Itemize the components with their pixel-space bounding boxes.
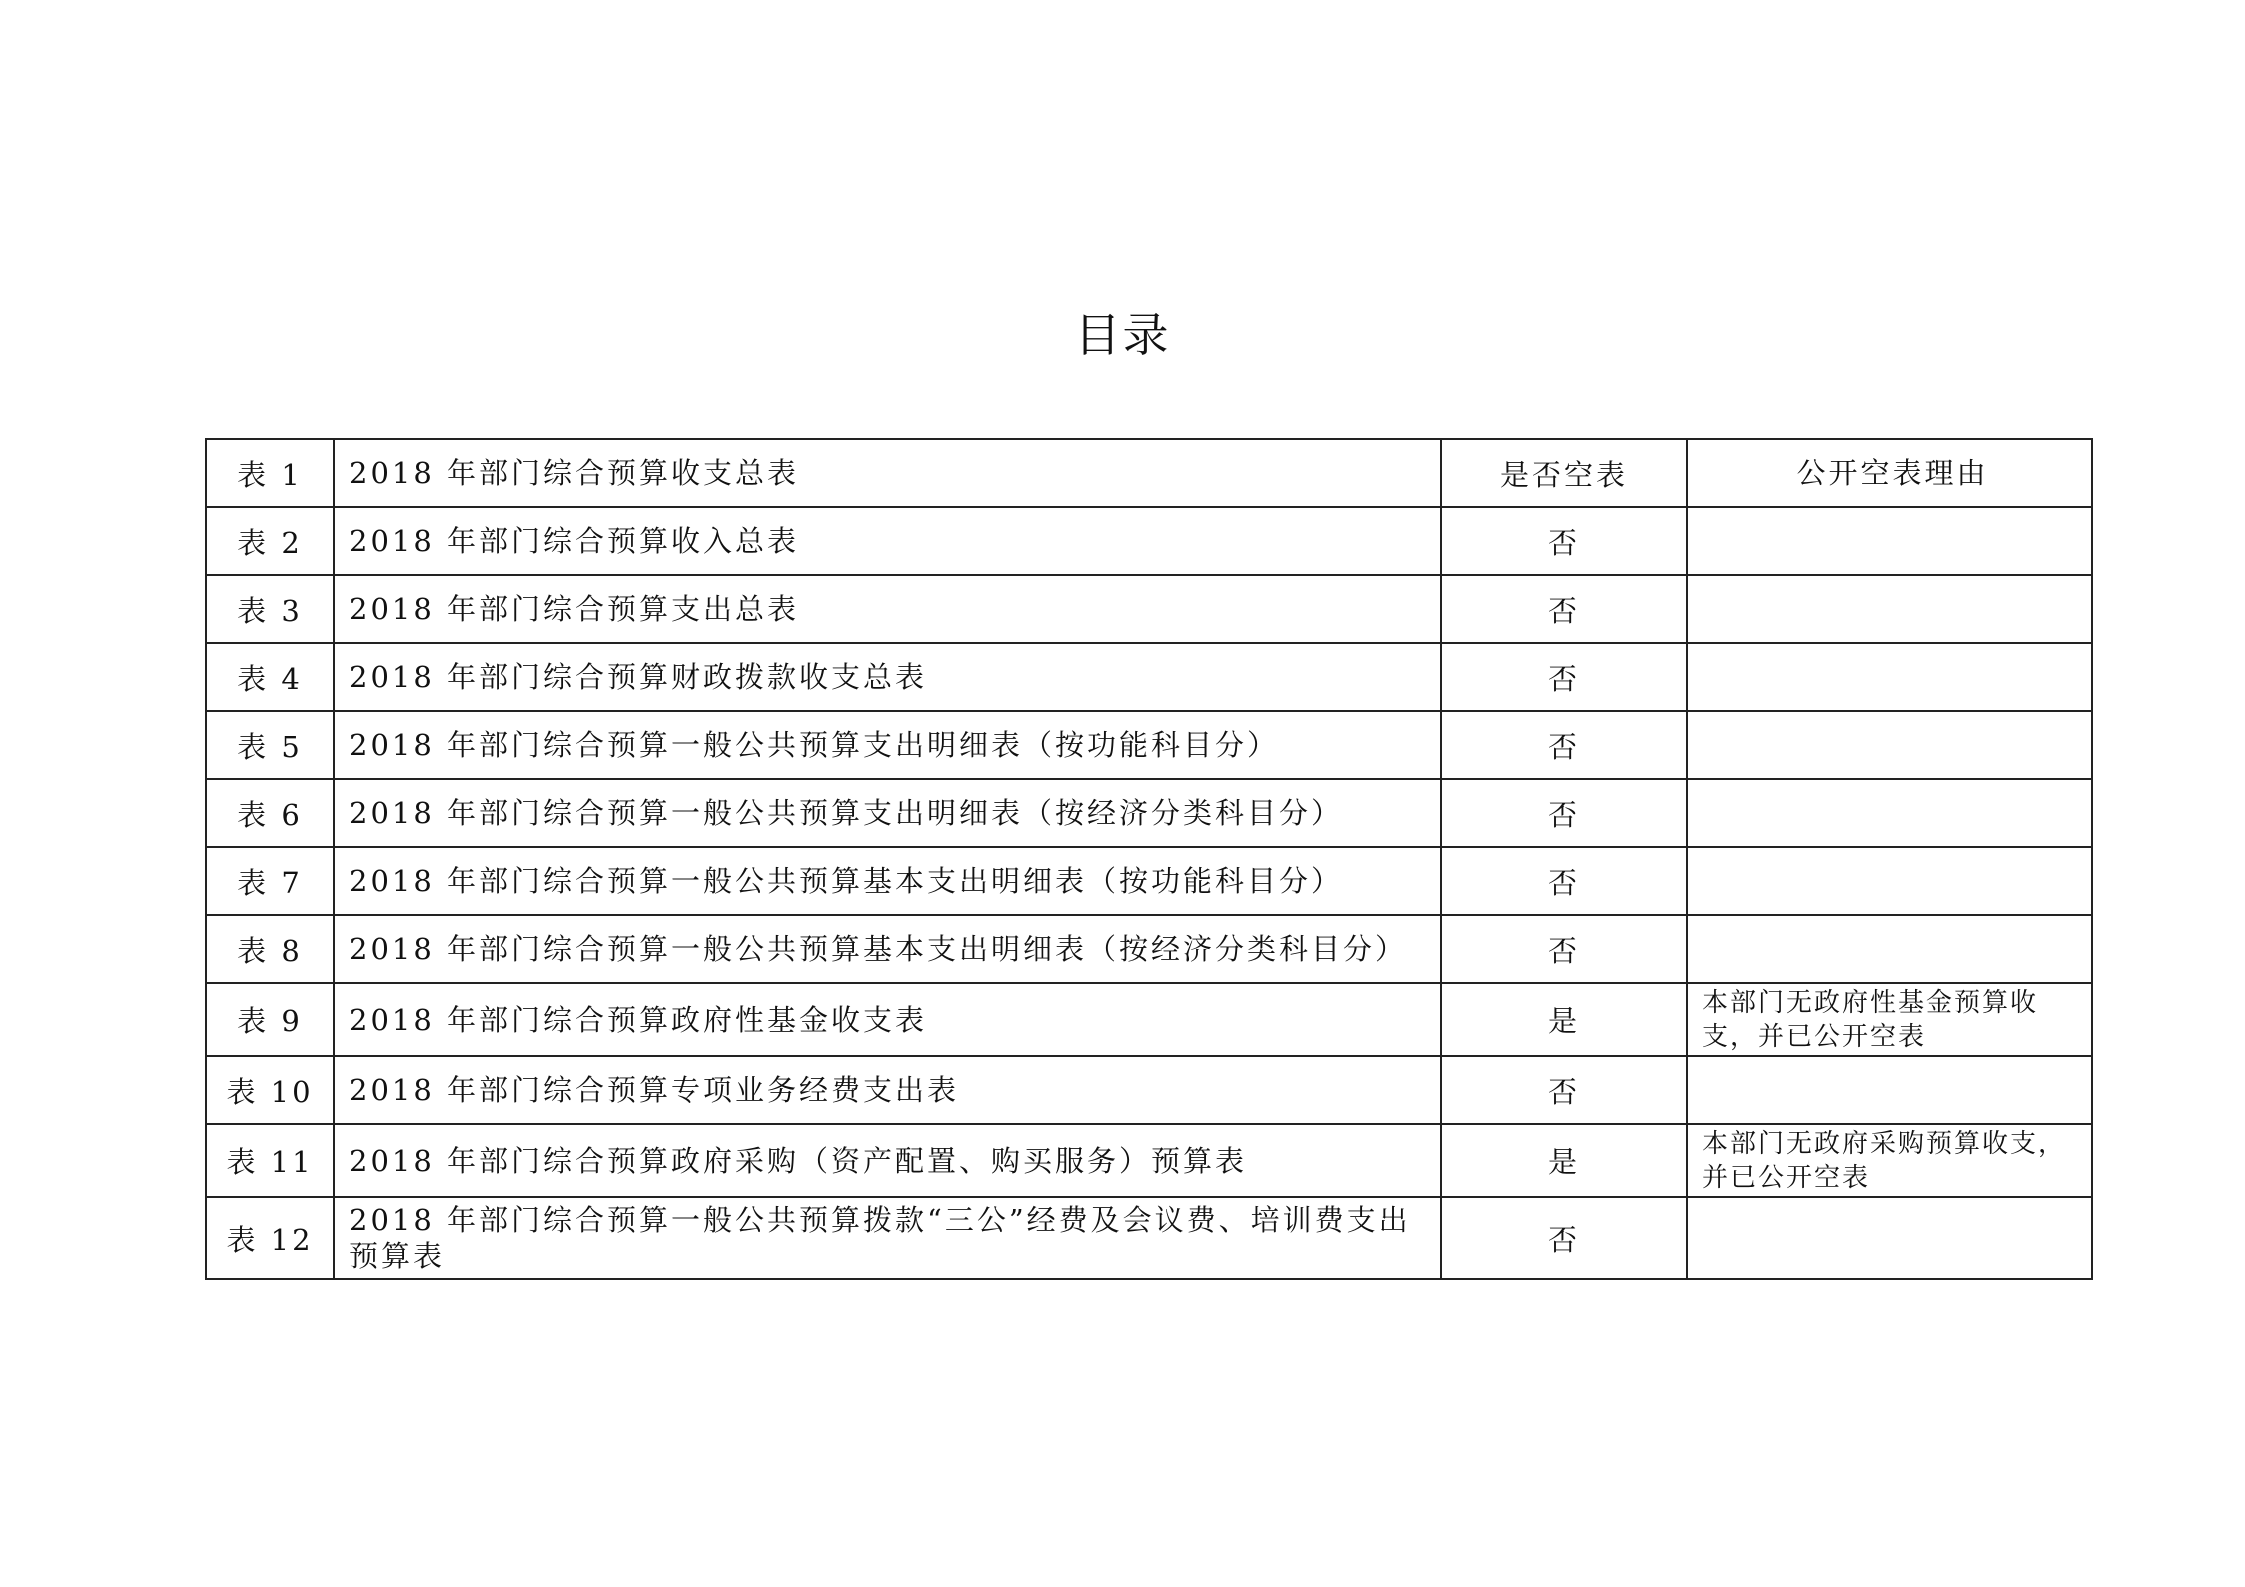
table-name-cell: 2018 年部门综合预算政府采购（资产配置、购买服务）预算表	[334, 1124, 1441, 1197]
is-empty-cell: 否	[1441, 1056, 1687, 1124]
table-header-row	[206, 439, 2092, 507]
reason-header: 公开空表理由	[1687, 439, 2092, 507]
table-row	[206, 847, 2092, 915]
table-row	[206, 507, 2092, 575]
table-name-cell: 2018 年部门综合预算专项业务经费支出表	[334, 1056, 1441, 1124]
is-empty-cell: 否	[1441, 847, 1687, 915]
is-empty-cell: 否	[1441, 711, 1687, 779]
reason-cell	[1687, 915, 2092, 983]
table-number-cell: 表 1	[206, 439, 334, 507]
table-name-cell: 2018 年部门综合预算一般公共预算支出明细表（按经济分类科目分）	[334, 779, 1441, 847]
table-number-cell: 表 12	[206, 1197, 334, 1279]
table-number-cell: 表 2	[206, 507, 334, 575]
reason-cell	[1687, 1197, 2092, 1279]
table-row	[206, 983, 2092, 1056]
is-empty-cell: 否	[1441, 575, 1687, 643]
table-name-cell: 2018 年部门综合预算支出总表	[334, 575, 1441, 643]
is-empty-cell: 否	[1441, 507, 1687, 575]
reason-cell	[1687, 779, 2092, 847]
is-empty-cell: 否	[1441, 1197, 1687, 1279]
reason-cell	[1687, 711, 2092, 779]
table-name-cell: 2018 年部门综合预算一般公共预算基本支出明细表（按经济分类科目分）	[334, 915, 1441, 983]
table-row	[206, 915, 2092, 983]
page-title: 目录	[1074, 308, 1171, 362]
reason-cell	[1687, 575, 2092, 643]
table-number-cell: 表 9	[206, 983, 334, 1056]
reason-cell	[1687, 1056, 2092, 1124]
table-row	[206, 1124, 2092, 1197]
reason-cell	[1687, 507, 2092, 575]
table-number-cell: 表 5	[206, 711, 334, 779]
table-number-cell: 表 4	[206, 643, 334, 711]
table-row	[206, 779, 2092, 847]
table-number-cell: 表 6	[206, 779, 334, 847]
table-row	[206, 711, 2092, 779]
table-row	[206, 575, 2092, 643]
is-empty-cell: 否	[1441, 643, 1687, 711]
table-number-cell: 表 10	[206, 1056, 334, 1124]
table-name-cell: 2018 年部门综合预算财政拨款收支总表	[334, 643, 1441, 711]
table-name-cell: 2018 年部门综合预算收支总表	[334, 439, 1441, 507]
table-row	[206, 643, 2092, 711]
reason-cell: 本部门无政府采购预算收支，并已公开空表	[1687, 1124, 2092, 1197]
table-row	[206, 1056, 2092, 1124]
reason-cell	[1687, 643, 2092, 711]
is-empty-cell: 否	[1441, 915, 1687, 983]
table-number-cell: 表 11	[206, 1124, 334, 1197]
table-number-cell: 表 8	[206, 915, 334, 983]
table-number-cell: 表 7	[206, 847, 334, 915]
table-row	[206, 1197, 2092, 1279]
is-empty-cell: 是	[1441, 1124, 1687, 1197]
toc-table	[205, 438, 2093, 1280]
is-empty-header: 是否空表	[1441, 439, 1687, 507]
reason-cell	[1687, 847, 2092, 915]
table-name-cell: 2018 年部门综合预算政府性基金收支表	[334, 983, 1441, 1056]
is-empty-cell: 否	[1441, 779, 1687, 847]
table-name-cell: 2018 年部门综合预算一般公共预算基本支出明细表（按功能科目分）	[334, 847, 1441, 915]
table-name-cell: 2018 年部门综合预算收入总表	[334, 507, 1441, 575]
table-name-cell: 2018 年部门综合预算一般公共预算支出明细表（按功能科目分）	[334, 711, 1441, 779]
table-number-cell: 表 3	[206, 575, 334, 643]
table-name-cell: 2018 年部门综合预算一般公共预算拨款“三公”经费及会议费、培训费支出预算表	[334, 1197, 1441, 1279]
is-empty-cell: 是	[1441, 983, 1687, 1056]
reason-cell: 本部门无政府性基金预算收支，并已公开空表	[1687, 983, 2092, 1056]
